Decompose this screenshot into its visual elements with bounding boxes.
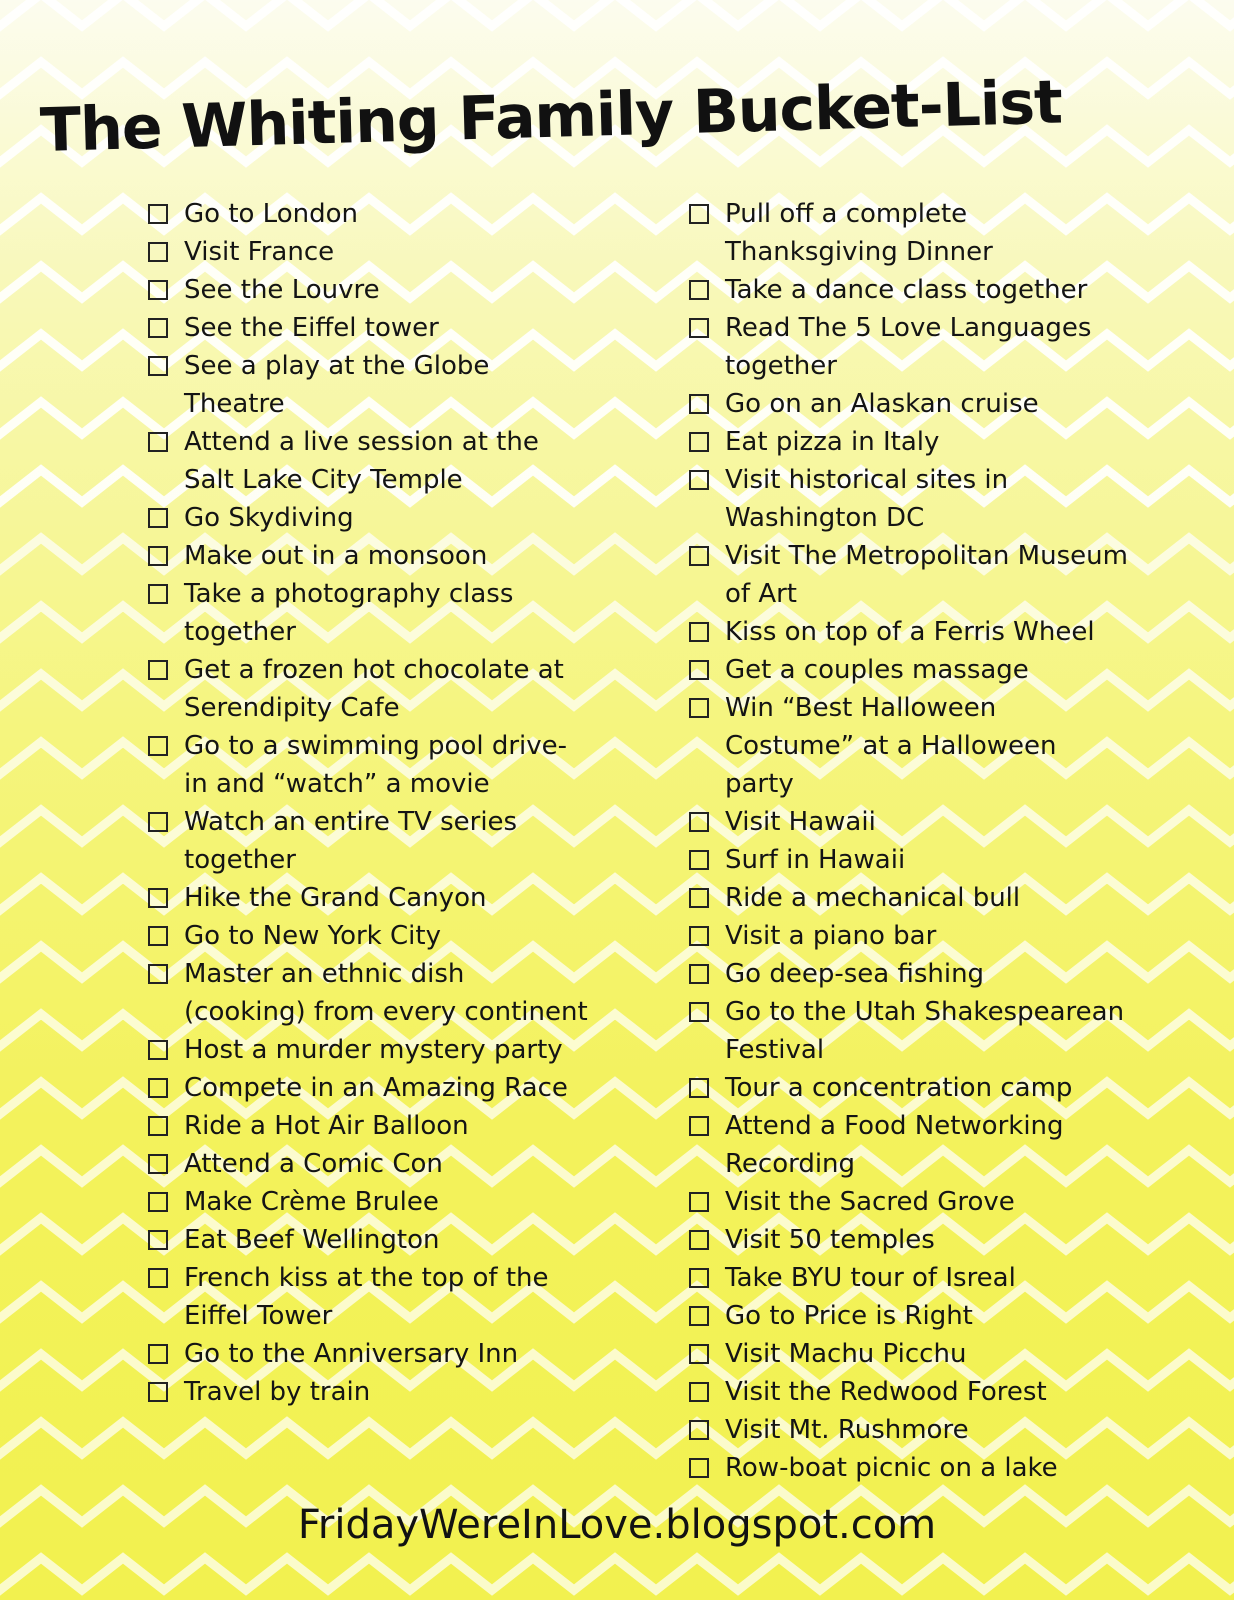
bucket-list-item-label: Visit The Metropolitan Museum of Art (725, 541, 1128, 609)
bucket-list-item-label: Visit the Redwood Forest (725, 1377, 1047, 1407)
bucket-list-item-label: Go to the Utah Shakespearean Festival (725, 997, 1125, 1065)
checkbox-icon[interactable] (148, 1382, 168, 1402)
bucket-list-item-label: Go deep-sea fishing (725, 959, 985, 989)
bucket-list-item-label: Visit Machu Picchu (725, 1339, 967, 1369)
left-list-item (148, 575, 588, 651)
checkbox-icon[interactable] (689, 888, 709, 908)
bucket-list-item-label: Attend a Comic Con (184, 1149, 443, 1179)
left-list-item (148, 1373, 588, 1411)
right-list-item (689, 1183, 1129, 1221)
bucket-list-item-label: Take a photography class together (184, 579, 514, 647)
checkbox-icon[interactable] (689, 1458, 709, 1478)
bucket-list-right-column (689, 195, 1129, 1487)
blog-url-footer: FridayWereInLove.blogspot.com (297, 1502, 937, 1548)
right-list-item (689, 879, 1129, 917)
checkbox-icon[interactable] (689, 1268, 709, 1288)
checkbox-icon[interactable] (148, 356, 168, 376)
right-list-item (689, 841, 1129, 879)
bucket-list-item-label: Go to the Anniversary Inn (184, 1339, 519, 1369)
bucket-list-item-label: Kiss on top of a Ferris Wheel (725, 617, 1095, 647)
checkbox-icon[interactable] (148, 204, 168, 224)
bucket-list-item-label: Go on an Alaskan cruise (725, 389, 1039, 419)
bucket-list-item-label: See the Eiffel tower (184, 313, 439, 343)
bucket-list-item-label: Win “Best Halloween Costume” at a Halloween party (725, 693, 1057, 799)
checkbox-icon[interactable] (148, 964, 168, 984)
right-list-item (689, 1221, 1129, 1259)
left-list-item (148, 917, 588, 955)
left-list-item (148, 1183, 588, 1221)
checkbox-icon[interactable] (689, 812, 709, 832)
bucket-list-item-label: Hike the Grand Canyon (184, 883, 487, 913)
checkbox-icon[interactable] (148, 584, 168, 604)
checkbox-icon[interactable] (148, 318, 168, 338)
right-list-item (689, 613, 1129, 651)
checkbox-icon[interactable] (148, 242, 168, 262)
right-list-item (689, 423, 1129, 461)
checkbox-icon[interactable] (689, 850, 709, 870)
right-list-item (689, 803, 1129, 841)
bucket-list-item-label: Ride a mechanical bull (725, 883, 1021, 913)
bucket-list-item-label: Visit the Sacred Grove (725, 1187, 1015, 1217)
checkbox-icon[interactable] (148, 660, 168, 680)
left-list-item (148, 423, 588, 499)
checkbox-icon[interactable] (148, 736, 168, 756)
right-list-item (689, 955, 1129, 993)
checkbox-icon[interactable] (148, 280, 168, 300)
bucket-list-item-label: Visit Mt. Rushmore (725, 1415, 969, 1445)
bucket-list-item-label: Row-boat picnic on a lake (725, 1453, 1058, 1483)
right-list-item (689, 1373, 1129, 1411)
left-list-item (148, 537, 588, 575)
right-list-item (689, 195, 1129, 271)
left-list-item (148, 727, 588, 803)
right-list-item (689, 1259, 1129, 1297)
checkbox-icon[interactable] (689, 1002, 709, 1022)
checkbox-icon[interactable] (689, 926, 709, 946)
left-list-item (148, 271, 588, 309)
right-list-item (689, 1069, 1129, 1107)
bucket-list-item-label: Surf in Hawaii (725, 845, 906, 875)
bucket-list-item-label: Compete in an Amazing Race (184, 1073, 568, 1103)
left-list-item (148, 1107, 588, 1145)
right-list-item (689, 651, 1129, 689)
left-list-item (148, 803, 588, 879)
left-list-item (148, 1259, 588, 1335)
bucket-list-item-label: Master an ethnic dish (cooking) from every continent (184, 959, 588, 1027)
bucket-list-item-label: Go to a swimming pool drive-in and “watch” a movie (184, 731, 568, 799)
bucket-list-item-label: Visit France (184, 237, 335, 267)
left-list-item (148, 499, 588, 537)
checkbox-icon[interactable] (148, 508, 168, 528)
bucket-list-item-label: Get a couples massage (725, 655, 1029, 685)
bucket-list-item-label: Eat Beef Wellington (184, 1225, 440, 1255)
bucket-list-item-label: Visit 50 temples (725, 1225, 935, 1255)
bucket-list-item-label: Go to New York City (184, 921, 441, 951)
right-list-item (689, 309, 1129, 385)
left-list-item (148, 879, 588, 917)
checkbox-icon[interactable] (689, 660, 709, 680)
bucket-list-item-label: Visit a piano bar (725, 921, 937, 951)
right-list-item (689, 537, 1129, 613)
bucket-list-item-label: Host a murder mystery party (184, 1035, 563, 1065)
checkbox-icon[interactable] (148, 1040, 168, 1060)
bucket-list-item-label: Visit historical sites in Washington DC (725, 465, 1009, 533)
checkbox-icon[interactable] (148, 1344, 168, 1364)
right-list-item (689, 461, 1129, 537)
left-list-item (148, 651, 588, 727)
bucket-list-item-label: Get a frozen hot chocolate at Serendipity Cafe (184, 655, 564, 723)
chevron-stripe (0, 0, 1234, 26)
bucket-list-item-label: Watch an entire TV series together (184, 807, 518, 875)
checkbox-icon[interactable] (148, 546, 168, 566)
bucket-list-item-label: Travel by train (184, 1377, 371, 1407)
checkbox-icon[interactable] (689, 1230, 709, 1250)
checkbox-icon[interactable] (689, 1116, 709, 1136)
left-list-item (148, 1069, 588, 1107)
left-list-item (148, 347, 588, 423)
left-list-item (148, 1145, 588, 1183)
checkbox-icon[interactable] (689, 394, 709, 414)
bucket-list-item-label: Read The 5 Love Languages together (725, 313, 1092, 381)
checkbox-icon[interactable] (689, 204, 709, 224)
checkbox-icon[interactable] (689, 280, 709, 300)
bucket-list-item-label: See the Louvre (184, 275, 380, 305)
checkbox-icon[interactable] (689, 432, 709, 452)
bucket-list-item-label: Ride a Hot Air Balloon (184, 1111, 469, 1141)
bucket-list-item-label: Attend a Food Networking Recording (725, 1111, 1064, 1179)
checkbox-icon[interactable] (689, 1306, 709, 1326)
right-list-item (689, 917, 1129, 955)
bucket-list-item-label: Pull off a complete Thanksgiving Dinner (725, 199, 993, 267)
right-list-item (689, 1107, 1129, 1183)
left-list-item (148, 309, 588, 347)
bucket-list-item-label: Tour a concentration camp (725, 1073, 1073, 1103)
checkbox-icon[interactable] (689, 698, 709, 718)
right-list-item (689, 1411, 1129, 1449)
checkbox-icon[interactable] (689, 964, 709, 984)
left-list-item (148, 955, 588, 1031)
bucket-list-item-label: See a play at the Globe Theatre (184, 351, 490, 419)
checkbox-icon[interactable] (148, 1116, 168, 1136)
checkbox-icon[interactable] (148, 888, 168, 908)
right-list-item (689, 385, 1129, 423)
right-list-item (689, 1449, 1129, 1487)
checkbox-icon[interactable] (148, 926, 168, 946)
checkbox-icon[interactable] (689, 318, 709, 338)
chevron-stripe (0, 1558, 1234, 1590)
right-list-item (689, 1335, 1129, 1373)
checkbox-icon[interactable] (689, 1192, 709, 1212)
checkbox-icon[interactable] (148, 1078, 168, 1098)
right-list-item (689, 689, 1129, 803)
left-list-item (148, 1221, 588, 1259)
checkbox-icon[interactable] (689, 546, 709, 566)
left-list-item (148, 1335, 588, 1373)
bucket-list-item-label: Take BYU tour of Isreal (725, 1263, 1016, 1293)
bucket-list-left-column (148, 195, 588, 1411)
checkbox-icon[interactable] (148, 1192, 168, 1212)
bucket-list-item-label: Make Crème Brulee (184, 1187, 439, 1217)
checkbox-icon[interactable] (689, 1382, 709, 1402)
bucket-list-item-label: Go Skydiving (184, 503, 354, 533)
checkbox-icon[interactable] (689, 1344, 709, 1364)
checkbox-icon[interactable] (148, 1230, 168, 1250)
right-list-item (689, 993, 1129, 1069)
checkbox-icon[interactable] (689, 622, 709, 642)
left-list-item (148, 195, 588, 233)
left-list-item (148, 233, 588, 271)
bucket-list-item-label: Go to London (184, 199, 358, 229)
checkbox-icon[interactable] (689, 1420, 709, 1440)
bucket-list-item-label: Go to Price is Right (725, 1301, 973, 1331)
checkbox-icon[interactable] (148, 1268, 168, 1288)
checkbox-icon[interactable] (148, 432, 168, 452)
bucket-list-item-label: Attend a live session at the Salt Lake City Temple (184, 427, 539, 495)
bucket-list-item-label: Visit Hawaii (725, 807, 876, 837)
checkbox-icon[interactable] (689, 1078, 709, 1098)
checkbox-icon[interactable] (148, 812, 168, 832)
left-list-item (148, 1031, 588, 1069)
checkbox-icon[interactable] (148, 1154, 168, 1174)
bucket-list-item-label: Make out in a monsoon (184, 541, 488, 571)
bucket-list-item-label: Eat pizza in Italy (725, 427, 940, 457)
page-title: The Whiting Family Bucket-List (39, 67, 1063, 167)
bucket-list-item-label: French kiss at the top of the Eiffel Tower (184, 1263, 549, 1331)
bucket-list-item-label: Take a dance class together (725, 275, 1088, 305)
right-list-item (689, 271, 1129, 309)
right-list-item (689, 1297, 1129, 1335)
checkbox-icon[interactable] (689, 470, 709, 490)
